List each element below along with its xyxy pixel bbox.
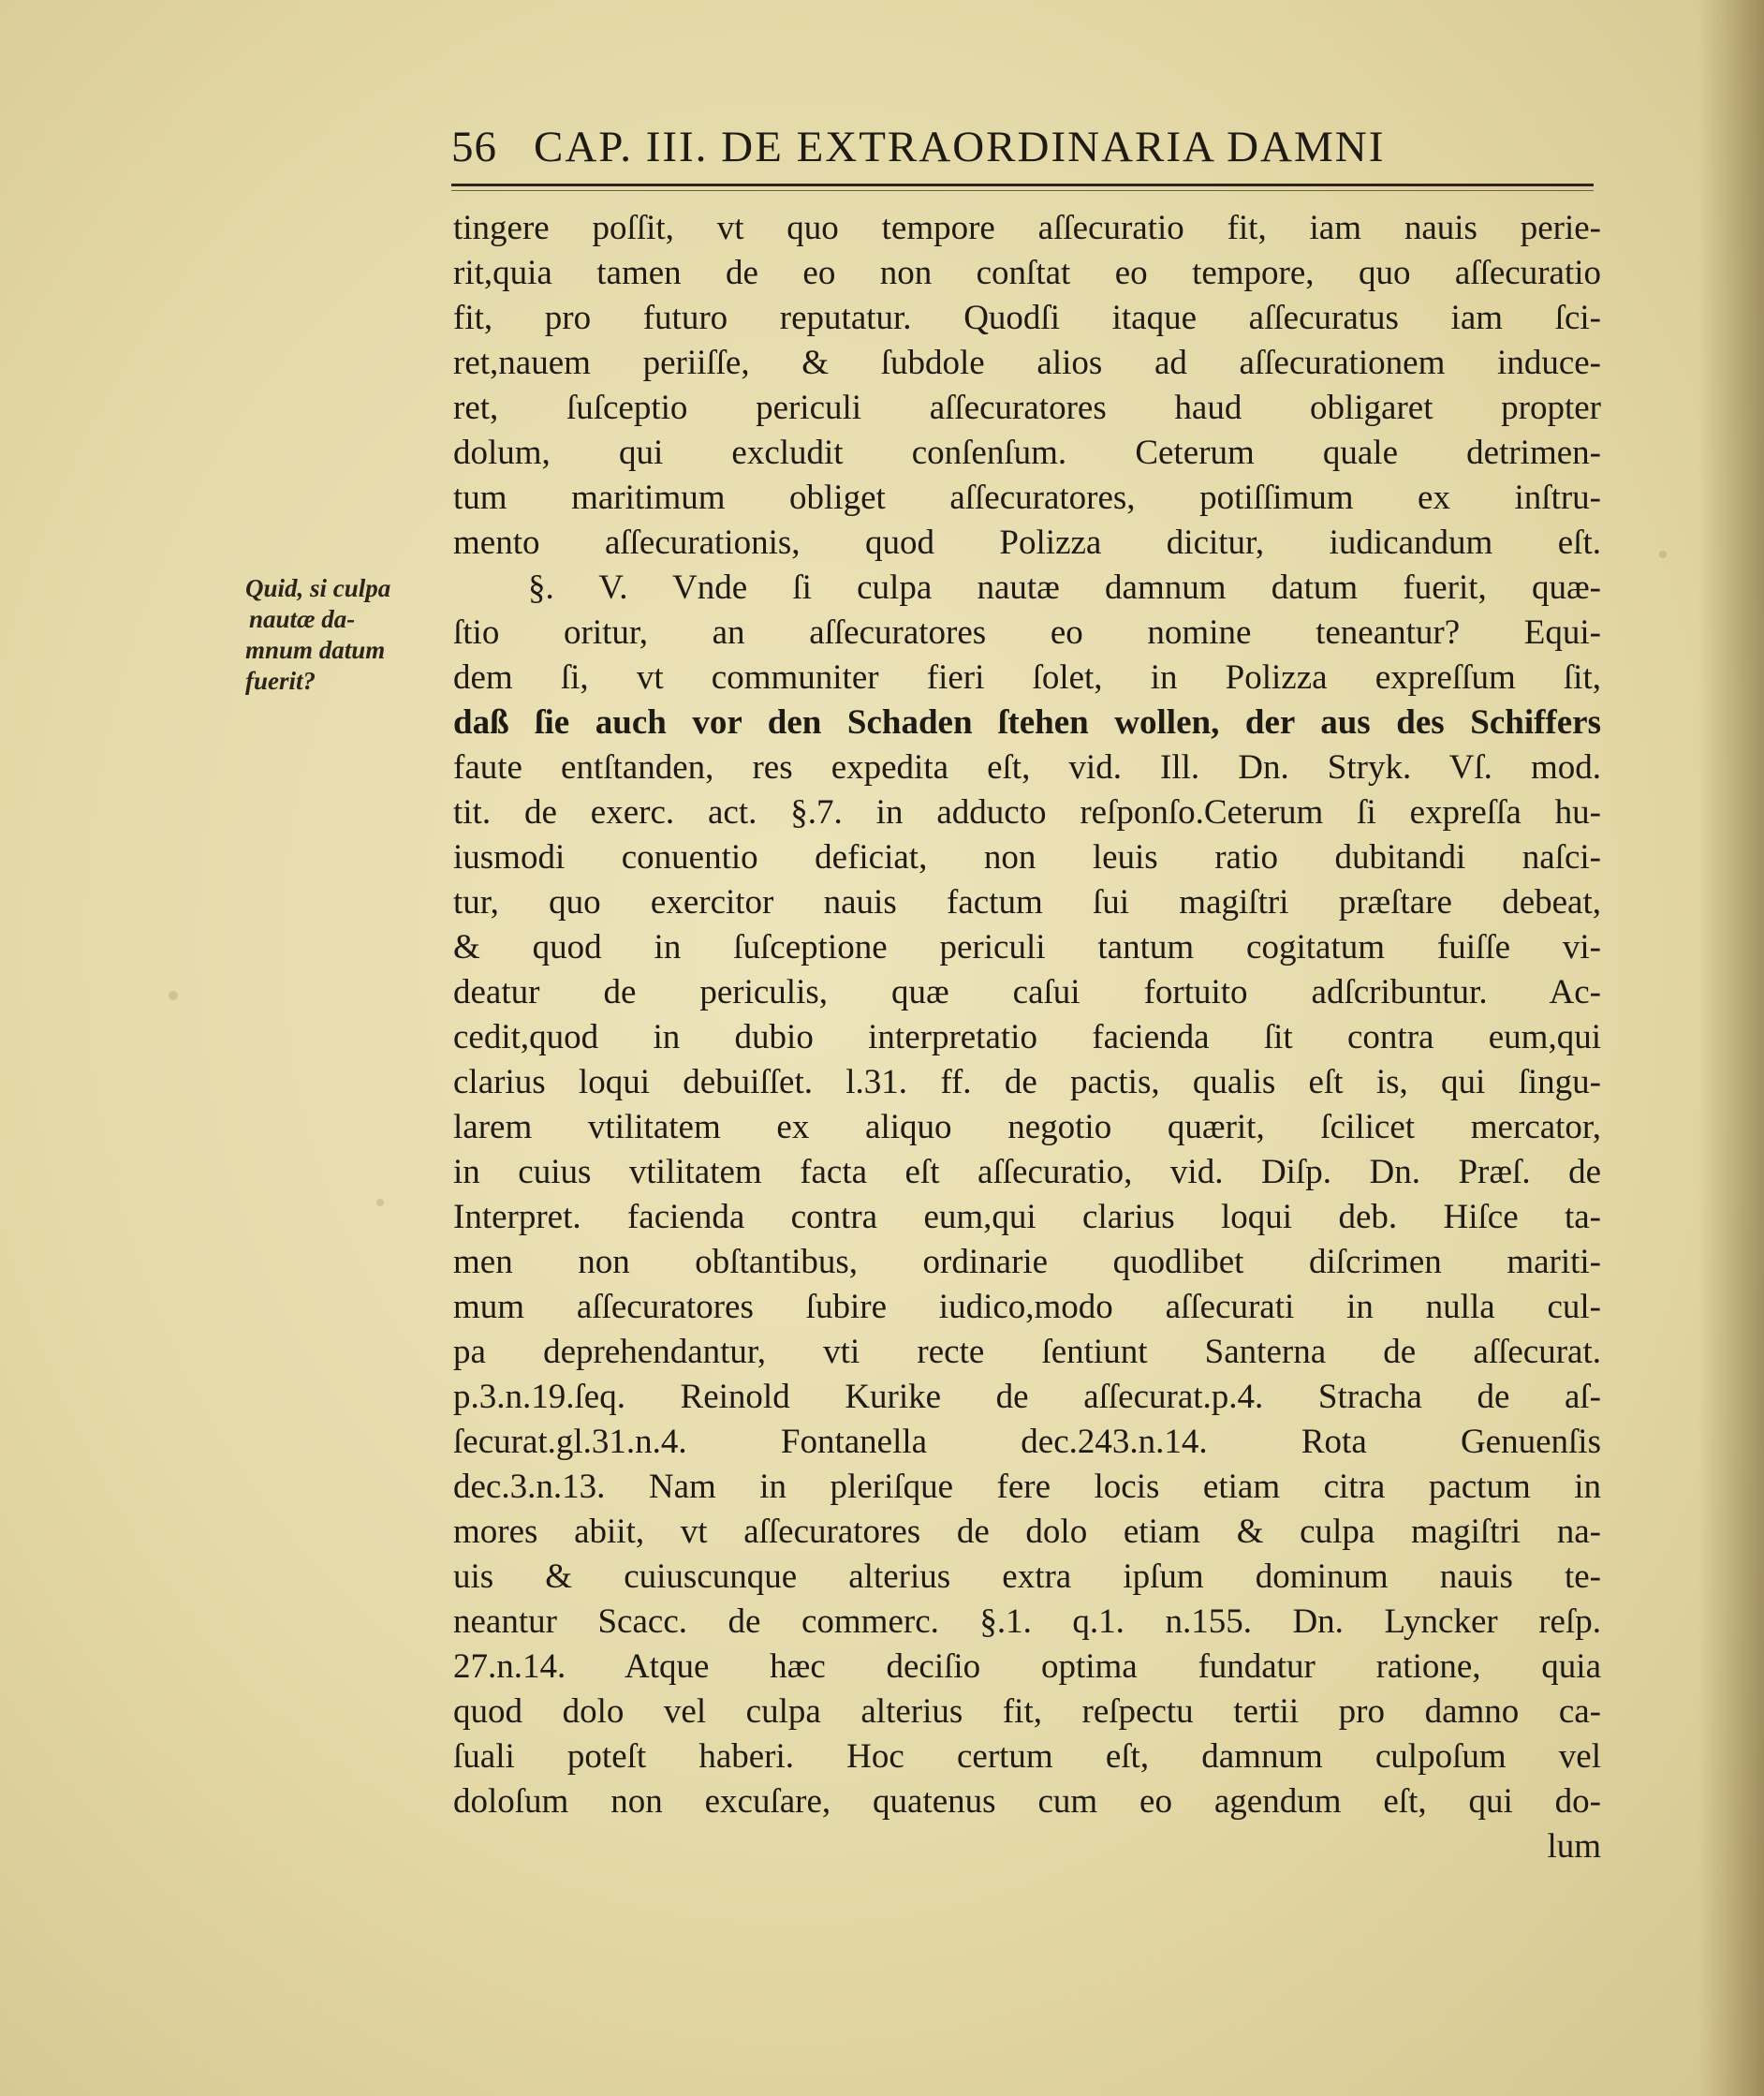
german-quote-line: daß ſie auch vor den Schaden ſtehen wollen, der aus des Schiffers xyxy=(453,703,1601,742)
text-line: iusmodi conuentio deficiat, non leuis ratio dubitandi naſci- xyxy=(453,838,1601,877)
marginal-note-line: fuerit? xyxy=(245,667,316,695)
text-line: mores abiit, vt aſſecuratores de dolo etiam & culpa magiſtri na- xyxy=(453,1513,1601,1551)
catchword: lum xyxy=(1547,1827,1601,1866)
text-line: doloſum non excuſare, quatenus cum eo agendum eſt, qui do- xyxy=(453,1782,1601,1821)
text-line: tit. de exerc. act. §.7. in adducto reſponſo.Ceterum ſi expreſſa hu- xyxy=(453,793,1601,832)
text-line: rit,quia tamen de eo non conſtat eo tempore, quo aſſecuratio xyxy=(453,254,1601,292)
text-line: men non obſtantibus, ordinarie quodlibet diſcrimen mariti- xyxy=(453,1243,1601,1281)
marginal-note-line: nautæ da- xyxy=(249,605,356,633)
text-line: fit, pro futuro reputatur. Quodſi itaque aſſecuratus iam ſci- xyxy=(453,299,1601,337)
running-title: CAP. III. DE EXTRAORDINARIA DAMNI xyxy=(534,123,1386,171)
text-line: tingere poſſit, vt quo tempore aſſecuratio fit, iam nauis perie- xyxy=(453,209,1601,247)
page-number: 56 xyxy=(451,123,497,171)
running-header xyxy=(451,122,1594,178)
text-line: faute entſtanden, res expedita eſt, vid. Ill. Dn. Stryk. Vſ. mod. xyxy=(453,748,1601,787)
text-line: ret, ſuſceptio periculi aſſecuratores haud obligaret propter xyxy=(453,389,1601,427)
section-heading-line: §. V. Vnde ſi culpa nautæ damnum datum fuerit, quæ- xyxy=(528,568,1601,607)
text-line: tur, quo exercitor nauis factum ſui magiſtri præſtare debeat, xyxy=(453,883,1601,922)
ink-speck xyxy=(376,1199,384,1206)
text-line: ſuali poteſt haberi. Hoc certum eſt, damnum culpoſum vel xyxy=(453,1737,1601,1776)
text-line: p.3.n.19.ſeq. Reinold Kurike de aſſecurat.p.4. Stracha de aſ- xyxy=(453,1378,1601,1416)
marginal-note-line: Quid, si culpa xyxy=(245,574,391,602)
text-line: ſtio oritur, an aſſecuratores eo nomine teneantur? Equi- xyxy=(453,613,1601,652)
text-line: pa deprehendantur, vti recte ſentiunt Santerna de aſſecurat. xyxy=(453,1333,1601,1371)
text-line: deatur de periculis, quæ caſui fortuito adſcribuntur. Ac- xyxy=(453,973,1601,1011)
text-line: ret,nauem periiſſe, & ſubdole alios ad aſſecurationem induce- xyxy=(453,344,1601,382)
text-line: dec.3.n.13. Nam in pleriſque fere locis etiam citra pactum in xyxy=(453,1468,1601,1506)
text-line: larem vtilitatem ex aliquo negotio quærit, ſcilicet mercator, xyxy=(453,1108,1601,1146)
text-line: clarius loqui debuiſſet. l.31. ff. de pactis, qualis eſt is, qui ſingu- xyxy=(453,1063,1601,1101)
text-line: in cuius vtilitatem facta eſt aſſecuratio, vid. Diſp. Dn. Præſ. de xyxy=(453,1153,1601,1191)
text-line: Interpret. facienda contra eum,qui clarius loqui deb. Hiſce ta- xyxy=(453,1198,1601,1236)
page-spine-shadow xyxy=(1698,0,1764,2096)
header-rule xyxy=(451,184,1594,186)
text-line: dem ſi, vt communiter fieri ſolet, in Polizza expreſſum ſit, xyxy=(453,658,1601,697)
header-rule-thin xyxy=(451,190,1594,191)
text-line: 27.n.14. Atque hæc deciſio optima fundatur ratione, quia xyxy=(453,1647,1601,1686)
ink-speck xyxy=(169,991,178,1000)
text-line: tum maritimum obliget aſſecuratores, potiſſimum ex inſtru- xyxy=(453,479,1601,517)
body-text xyxy=(453,206,1601,1869)
text-line: uis & cuiuscunque alterius extra ipſum dominum nauis te- xyxy=(453,1557,1601,1596)
text-line: neantur Scacc. de commerc. §.1. q.1. n.155. Dn. Lyncker reſp. xyxy=(453,1602,1601,1641)
marginal-note xyxy=(245,573,451,697)
ink-speck xyxy=(1659,551,1667,558)
text-line: quod dolo vel culpa alterius fit, reſpectu tertii pro damno ca- xyxy=(453,1692,1601,1731)
text-line: dolum, qui excludit conſenſum. Ceterum quale detrimen- xyxy=(453,434,1601,472)
text-line: cedit,quod in dubio interpretatio facienda ſit contra eum,qui xyxy=(453,1018,1601,1056)
marginal-note-line: mnum datum xyxy=(245,636,386,664)
text-line: & quod in ſuſceptione periculi tantum cogitatum fuiſſe vi- xyxy=(453,928,1601,967)
text-line: ſecurat.gl.31.n.4. Fontanella dec.243.n.14. Rota Genuenſis xyxy=(453,1423,1601,1461)
text-line: mum aſſecuratores ſubire iudico,modo aſſecurati in nulla cul- xyxy=(453,1288,1601,1326)
text-line: mento aſſecurationis, quod Polizza dicitur, iudicandum eſt. xyxy=(453,524,1601,562)
